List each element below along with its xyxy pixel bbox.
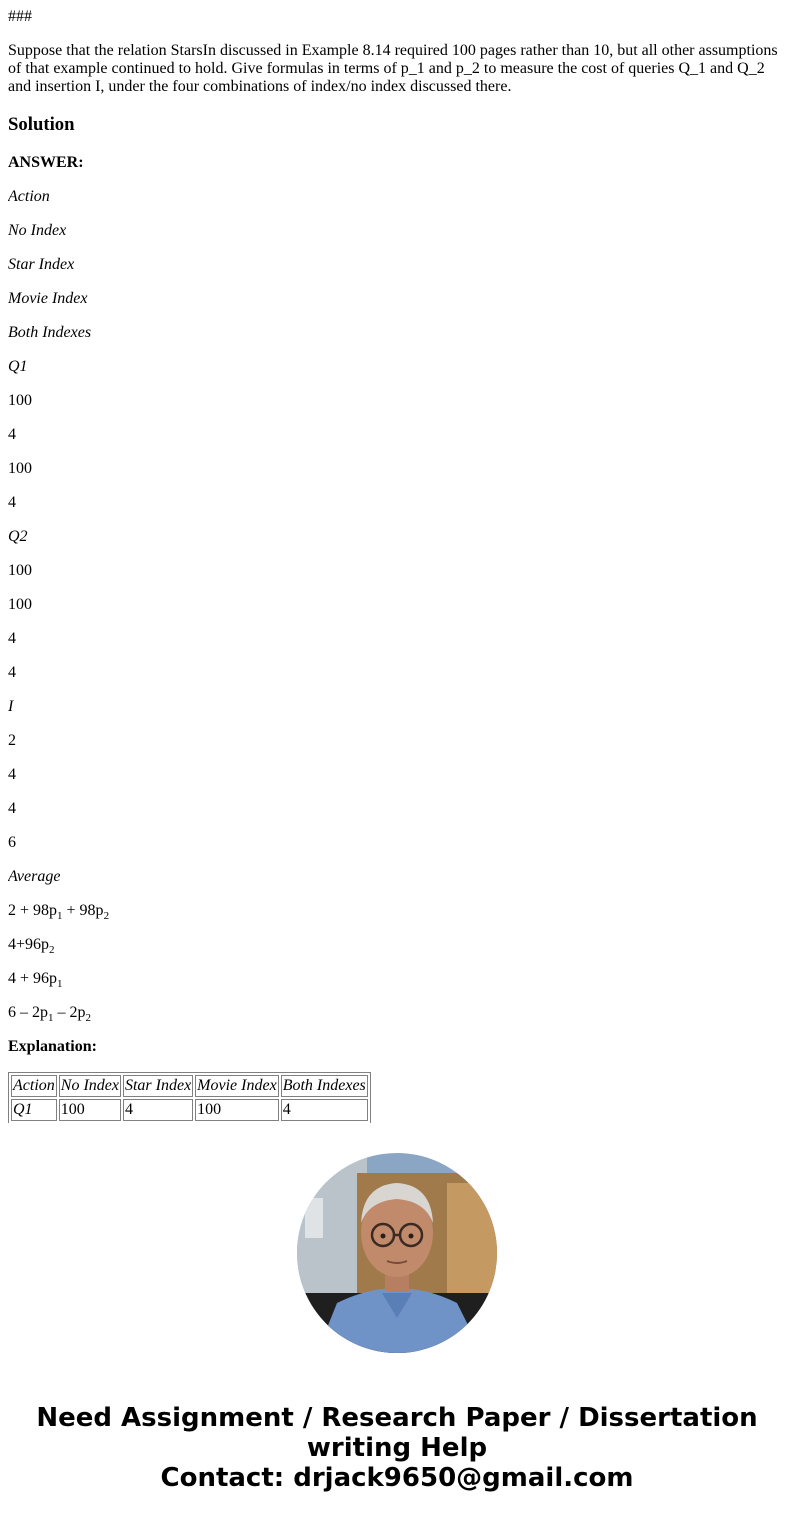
table-header-cell: Both Indexes — [281, 1075, 368, 1097]
average-no-index-formula — [8, 902, 786, 923]
formula-part: 6 – 2p — [8, 1004, 48, 1021]
answer-average-label: Average — [8, 868, 61, 885]
explanation-label-text: Explanation: — [8, 1038, 97, 1055]
answer-header-both-indexes: Both Indexes — [8, 324, 92, 341]
average-both-indexes-formula — [8, 1004, 786, 1025]
answer-q1-movie-index: 100 — [8, 460, 32, 477]
answer-header-no-index: No Index — [8, 222, 67, 239]
answer-q2-star-index: 100 — [8, 596, 32, 613]
table-cell: Q1 — [11, 1099, 57, 1121]
answer-q2-no-index: 100 — [8, 562, 32, 579]
subscript: 1 — [57, 910, 63, 923]
table-cell: 4 — [281, 1099, 368, 1121]
subscript: 2 — [85, 1012, 91, 1025]
answer-q2-both-indexes: 4 — [8, 664, 16, 681]
question-text: Suppose that the relation StarsIn discussed in Example 8.14 required 100 pages rather than 10, but all other assumptions of that example continued to hold. Give formulas in terms of p_1 and p_2 to measure the cost of queries Q_1 and Q_2 and insertion I, under the four combinations of index/no index discussed there. — [8, 42, 778, 95]
answer-q2-label: Q2 — [8, 528, 28, 545]
formula-part: – 2p — [53, 1004, 86, 1021]
subscript: 2 — [49, 944, 55, 957]
answer-label-text: ANSWER: — [8, 154, 84, 171]
contact-email: Contact: drjack9650@gmail.com — [160, 1463, 634, 1493]
answer-header-action: Action — [8, 188, 50, 205]
table-header-cell: Star Index — [123, 1075, 193, 1097]
formula-part: 4 + 96p — [8, 970, 58, 987]
document-content — [8, 0, 786, 1123]
average-movie-index-formula — [8, 970, 786, 991]
answer-i-no-index: 2 — [8, 732, 16, 749]
answer-i-star-index: 4 — [8, 766, 16, 783]
explanation-table — [8, 1072, 371, 1123]
formula-part: + 98p — [62, 902, 104, 919]
table-header-cell: Action — [11, 1075, 57, 1097]
answer-i-both-indexes: 6 — [8, 834, 16, 851]
answer-q2-movie-index: 4 — [8, 630, 16, 647]
average-star-index-formula — [8, 936, 786, 957]
cta-line: writing Help — [306, 1433, 488, 1463]
header-marks: ### — [8, 8, 32, 25]
answer-header-movie-index: Movie Index — [8, 290, 88, 307]
table-header-cell: Movie Index — [195, 1075, 279, 1097]
table-cell: 100 — [59, 1099, 121, 1121]
answer-q1-label: Q1 — [8, 358, 28, 375]
solution-heading: Solution — [8, 114, 75, 135]
answer-i-label: I — [8, 698, 14, 715]
subscript: 1 — [57, 978, 63, 991]
cta-line: Need Assignment / Research Paper / Dissertation — [36, 1403, 758, 1433]
answer-i-movie-index: 4 — [8, 800, 16, 817]
subscript: 2 — [103, 910, 110, 923]
promo-banner — [0, 1123, 794, 1523]
avatar-portrait-image — [297, 1153, 497, 1353]
table-row — [11, 1099, 368, 1121]
answer-q1-both-indexes: 4 — [8, 494, 16, 511]
subscript: 1 — [48, 1012, 54, 1025]
answer-q1-no-index: 100 — [8, 392, 32, 409]
answer-label — [8, 154, 786, 172]
table-header-row — [11, 1075, 368, 1097]
table-cell: 100 — [195, 1099, 279, 1121]
table-header-cell: No Index — [59, 1075, 121, 1097]
formula-part: 4+96p — [8, 936, 50, 953]
contact-message — [0, 1403, 794, 1493]
explanation-label — [8, 1038, 786, 1056]
formula-part: 2 + 98p — [8, 902, 58, 919]
answer-header-star-index: Star Index — [8, 256, 75, 273]
answer-q1-star-index: 4 — [8, 426, 16, 443]
avatar — [297, 1153, 497, 1353]
table-cell: 4 — [123, 1099, 193, 1121]
